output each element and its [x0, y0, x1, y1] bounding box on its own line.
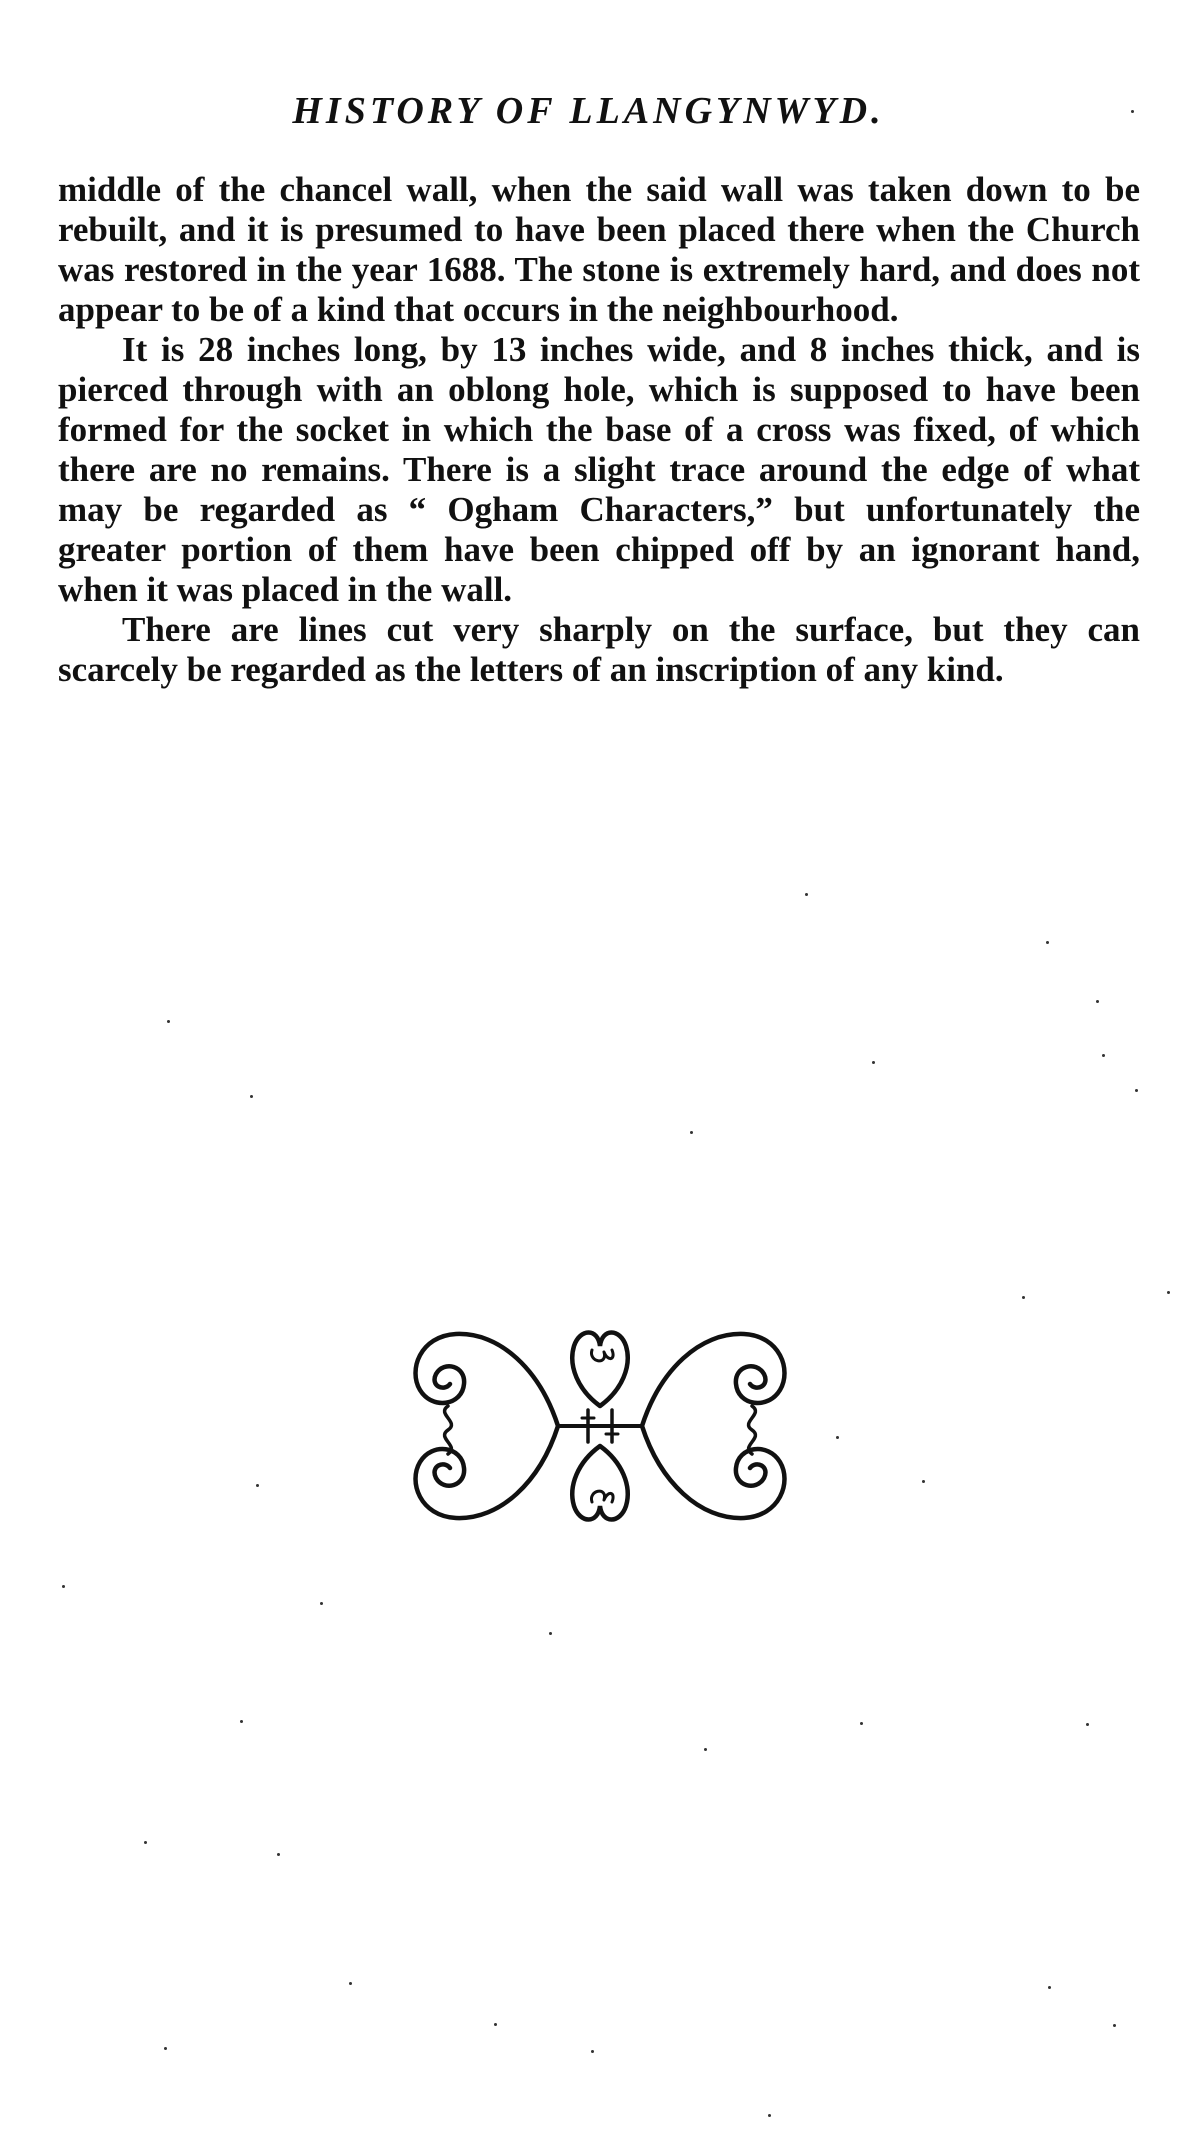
print-speck [277, 1853, 280, 1856]
print-speck [256, 1484, 259, 1487]
print-speck [167, 1020, 170, 1023]
print-speck [805, 893, 808, 896]
print-speck [1102, 1054, 1105, 1057]
print-speck [1113, 2024, 1116, 2027]
print-speck [1022, 1296, 1025, 1299]
body-text [58, 170, 1140, 690]
print-speck [922, 1480, 925, 1483]
print-speck [591, 2050, 594, 2053]
paragraph-stone-dimensions: It is 28 inches long, by 13 inches wide, and 8 inches thick, and is pierced through with an oblong hole, which is supposed to have been formed for the socket in which the base of a cross was fixed, of which there are no remains. There is a slight trace around the edge of what may be regarded as “ Ogham Characters,” but unfortunately the greater portion of them have been chipped off by an ignorant hand, when it was placed in the wall. [58, 330, 1140, 609]
print-speck [1046, 941, 1049, 944]
print-speck [164, 2047, 167, 2050]
print-speck [1096, 1000, 1099, 1003]
print-speck [768, 2114, 771, 2117]
print-speck [144, 1841, 147, 1844]
print-speck [872, 1061, 875, 1064]
scroll-tailpiece-ornament-icon [408, 1310, 792, 1542]
print-speck [250, 1095, 253, 1098]
print-speck [349, 1982, 352, 1985]
print-speck [1167, 1291, 1170, 1294]
paragraph-continuation: middle of the chancel wall, when the said wall was taken down to be rebuilt, and it is presumed to have been placed there when the Church was restored in the year 1688. The stone is extremely hard, and does not appear to be of a kind that occurs in the neighbourhood. [58, 170, 1140, 329]
print-speck [690, 1131, 693, 1134]
paragraph-surface-lines: There are lines cut very sharply on the surface, but they can scarcely be regarded as the letters of an inscription of any kind. [58, 610, 1140, 689]
print-speck [1048, 1986, 1051, 1989]
print-speck [494, 2023, 497, 2026]
print-speck [62, 1585, 65, 1588]
print-speck [320, 1602, 323, 1605]
running-title: HISTORY OF LLANGYNWYD. [292, 90, 885, 132]
print-speck [1131, 110, 1134, 113]
print-speck [836, 1436, 839, 1439]
print-speck [1086, 1723, 1089, 1726]
print-speck [704, 1748, 707, 1751]
print-speck [860, 1722, 863, 1725]
print-speck [549, 1632, 552, 1635]
print-speck [240, 1720, 243, 1723]
print-speck [1135, 1089, 1138, 1092]
